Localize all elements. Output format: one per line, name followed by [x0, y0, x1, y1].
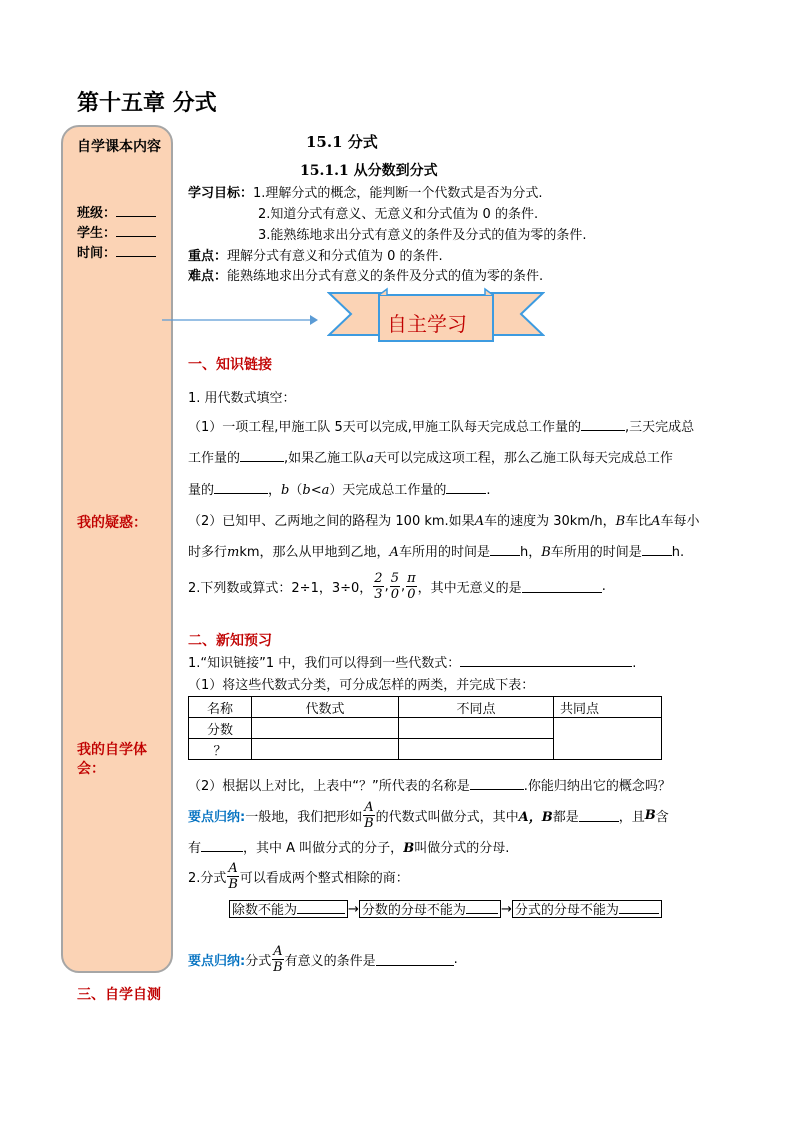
table-row-unknown: ？ — [189, 739, 252, 760]
table-header-name: 名称 — [189, 697, 252, 718]
part3-heading: 三、自学自测 — [77, 987, 161, 1003]
table-row-fraction: 分数 — [189, 718, 252, 739]
sidebar-content-label: 自学课本内容 — [77, 139, 161, 155]
fraction-A-B: $\frac{A}{B}$ — [364, 799, 374, 831]
table-header-difference: 不同点 — [399, 697, 554, 718]
table-cell — [252, 739, 399, 760]
chain-box-fraction-denominator: 分数的分母不能为 — [359, 900, 501, 918]
part2-p1-2: （2）根据以上对比，上表中“？”所代表的名称是 .你能归纳出它的概念吗？ — [188, 779, 671, 794]
key-point: 重点：理解分式有意义和分式值为 0 的条件. — [188, 249, 443, 264]
sidebar-class-field: 班级： — [77, 202, 156, 221]
sidebar-experience-label: 我的自学体会： — [77, 742, 147, 777]
goal-line-3: 3.能熟练地求出分式有意义的条件及分式的值为零的条件. — [258, 228, 587, 243]
part2-p1: 1.“知识链接”1 中，我们可以得到一些代数式： . — [188, 656, 637, 671]
table-cell — [399, 718, 554, 739]
chapter-title: 第十五章 分式 — [77, 91, 217, 116]
chain-box-algebraic-denominator: 分式的分母不能为 — [512, 900, 662, 918]
fraction-2-3: $\frac{2}{3}$ — [374, 570, 383, 602]
arrow-icon: → — [500, 901, 512, 917]
part1-q1-2-line2: 时多行mkm，那么从甲地到乙地，A车所用的时间是 h，B车所用的时间是 h. — [188, 545, 685, 560]
part1-q1-2-line1: （2）已知甲、乙两地之间的路程为 100 km.如果A车的速度为 30km/h，B车比A车每小 — [188, 514, 700, 529]
subsection-title: 15.1.1 从分数到分式 — [300, 163, 438, 179]
part1-q2: 2.下列数或算式：2÷1，3÷0， $\frac{2}{3}$ , $\frac{5}{0}$ , $\frac{\pi}{0}$ ，其中无意义的是 . — [188, 570, 606, 602]
part2-heading: 二、新知预习 — [188, 633, 272, 649]
arrow-icon: → — [348, 901, 359, 917]
banner-text: 自主学习 — [387, 312, 467, 336]
table-cell — [252, 718, 399, 739]
sidebar-doubts-label: 我的疑惑： — [77, 515, 147, 531]
part1-q1: 1. 用代数式填空： — [188, 391, 296, 406]
fraction-pi-0: $\frac{\pi}{0}$ — [407, 570, 416, 602]
fraction-5-0: $\frac{5}{0}$ — [390, 570, 399, 602]
summary-1-line1: 要点归纳: 一般地，我们把形如 $\frac{A}{B}$ 的代数式叫做分式，其中 A，B 都是 ，且 B 含 — [188, 799, 669, 831]
condition-chain — [229, 900, 662, 918]
summary-2: 要点归纳: 分式 $\frac{A}{B}$ 有意义的条件是 . — [188, 943, 458, 975]
difficulty: 难点：能熟练地求出分式有意义的条件及分式的值为零的条件. — [188, 269, 544, 284]
part1-q1-1-line3: 量的 ，b（b<a）天完成总工作量的 . — [188, 483, 491, 498]
sidebar-student-field: 学生： — [77, 222, 156, 241]
section-title: 15.1 分式 — [306, 133, 378, 151]
part2-p2: 2.分式 $\frac{A}{B}$ 可以看成两个整式相除的商： — [188, 860, 409, 892]
fraction-A-B: $\frac{A}{B}$ — [228, 860, 238, 892]
pointer-arrow-icon — [160, 312, 320, 328]
part2-p1-1: （1）将这些代数式分类，可分成怎样的两类，并完成下表： — [188, 678, 535, 693]
part1-heading: 一、知识链接 — [188, 357, 272, 373]
summary-1-line2: 有 ，其中 A 叫做分式的分子，B叫做分式的分母. — [188, 841, 510, 856]
table-header-expression: 代数式 — [252, 697, 399, 718]
goal-line-1: 学习目标：1.理解分式的概念，能判断一个代数式是否为分式. — [188, 186, 543, 201]
table-cell — [399, 739, 554, 760]
part1-q1-1-line2: 工作量的 ,如果乙施工队a天可以完成这项工程，那么乙施工队每天完成总工作 — [188, 451, 673, 466]
sidebar-time-field: 时间： — [77, 242, 156, 261]
table-cell — [554, 718, 662, 760]
classification-table — [188, 696, 662, 760]
goal-line-2: 2.知道分式有意义、无意义和分式值为 0 的条件. — [258, 207, 539, 222]
chain-box-divisor: 除数不能为 — [229, 900, 348, 918]
table-header-common: 共同点 — [554, 697, 662, 718]
part1-q1-1-line1: （1）一项工程,甲施工队 5天可以完成,甲施工队每天完成总工作量的 ,三天完成总 — [188, 420, 695, 435]
fraction-A-B: $\frac{A}{B}$ — [273, 943, 283, 975]
